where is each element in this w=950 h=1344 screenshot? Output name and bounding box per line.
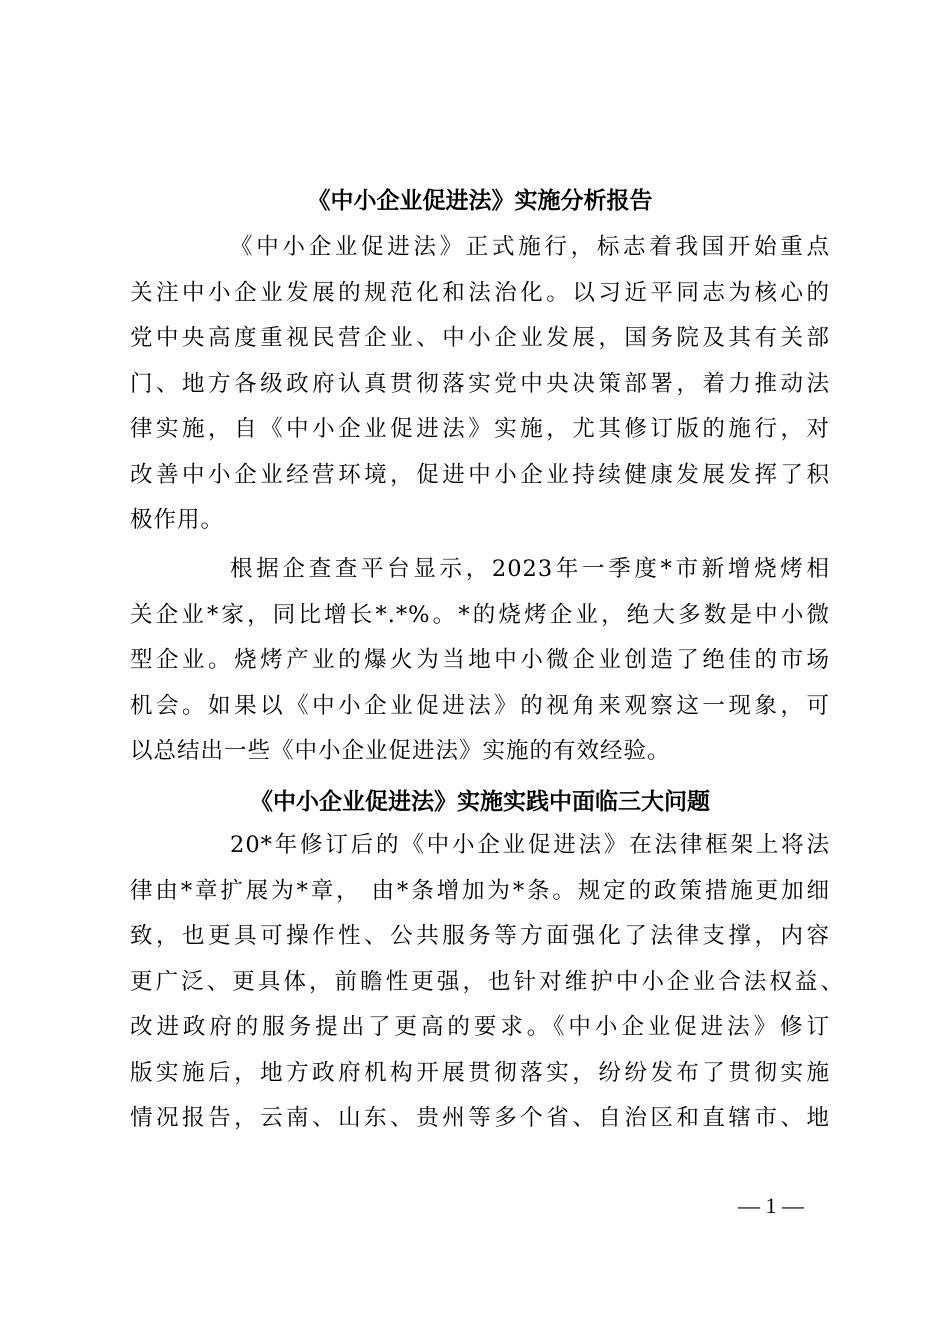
page-number: — 1 —: [738, 1193, 804, 1218]
text-line: 改善中小企业经营环境，促进中小企业持续健康发展发挥了积: [130, 461, 830, 488]
paragraph-intro: [130, 225, 830, 544]
text-line: 律实施，自《中小企业促进法》实施，尤其修订版的施行，对: [130, 416, 830, 442]
text-line: 致，也更具可操作性、公共服务等方面强化了法律支撑，内容: [130, 923, 830, 949]
text-line: 《中小企业促进法》正式施行，标志着我国开始重点: [230, 234, 830, 260]
text-line: 关企业*家，同比增长*.*%。*的烧烤企业，绝大多数是中小微: [130, 601, 830, 628]
text-line: 以总结出一些《中小企业促进法》实施的有效经验。: [130, 738, 671, 764]
text-line: 律由*章扩展为*章， 由*条增加为*条。规定的政策措施更加细: [130, 877, 830, 904]
text-line: 门、地方各级政府认真贯彻落实党中央决策部署，着力推动法: [130, 370, 830, 397]
text-line: 机会。如果以《中小企业促进法》的视角来观察这一现象，可: [130, 692, 830, 719]
text-line: 更广泛、更具体，前瞻性更强，也针对维护中小企业合法权益、: [130, 968, 844, 995]
text-line: 改进政府的服务提出了更高的要求。《中小企业促进法》修订: [130, 1014, 830, 1040]
text-line: 党中央高度重视民营企业、中小企业发展，国务院及其有关部: [130, 325, 830, 351]
text-line: 情况报告，云南、山东、贵州等多个省、自治区和直辖市、地: [130, 1105, 830, 1131]
section-heading: 《中小企业促进法》实施实践中面临三大问题: [250, 788, 710, 815]
text-line: 极作用。: [130, 507, 225, 533]
text-line: 关注中小企业发展的规范化和法治化。以习近平同志为核心的: [130, 279, 830, 306]
text-line: 版实施后，地方政府机构开展贯彻落实，纷纷发布了贯彻实施: [130, 1059, 830, 1086]
document-title: 《中小企业促进法》实施分析报告: [307, 187, 653, 214]
text-line: 根据企查查平台显示，2023年一季度*市新增烧烤相: [230, 556, 830, 582]
paragraph-revision: [130, 823, 844, 1142]
text-line: 20*年修订后的《中小企业促进法》在法律框架上将法: [230, 832, 830, 858]
paragraph-data: [130, 547, 830, 775]
text-line: 型企业。烧烤产业的爆火为当地中小微企业创造了绝佳的市场: [130, 647, 830, 673]
